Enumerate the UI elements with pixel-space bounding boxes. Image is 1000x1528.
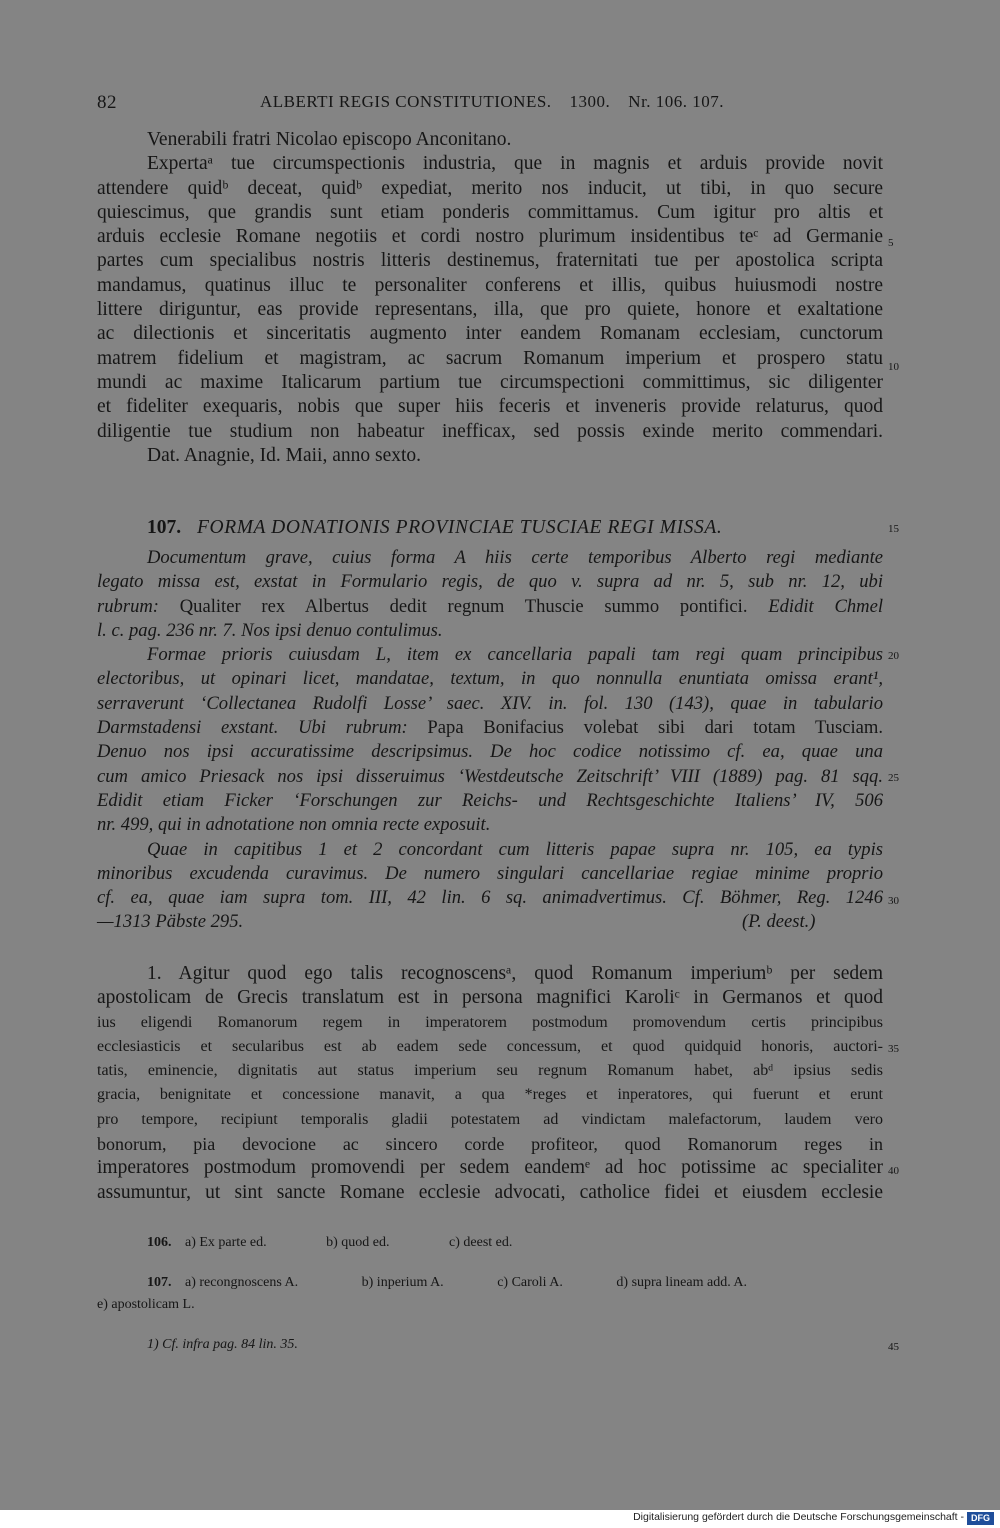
line-number: 35 (888, 1043, 899, 1055)
line-number: 5 (888, 237, 894, 249)
intro-line: nr. 499, qui in adnotatione non omnia recte exposuit. (97, 814, 491, 836)
footnote-item: b) inperium A. (361, 1275, 444, 1290)
footnote-line (97, 1294, 883, 1316)
doc106-line: attendere quidᵇ deceat, quidᵇ expediat, merito nos inducit, ut tibi, in quo secure (97, 177, 883, 199)
text-line: gracia, benignitate et concessione manavit, a qua *reges et inperatores, qui fuerunt et erunt (97, 1086, 883, 1104)
line-number: 20 (888, 650, 899, 662)
credit-text: Digitalisierung gefördert durch die Deutsche Forschungsgemeinschaft - (633, 1511, 964, 1523)
text-line: 1. Agitur quod ego talis recognoscensᵃ, quod Romanum imperiumᵇ per sedem (147, 963, 883, 984)
intro-line: l. c. pag. 236 nr. 7. Nos ipsi denuo contulimus. (97, 619, 443, 641)
intro-line-last (97, 910, 883, 934)
footnote-item: a) recongnoscens A. (185, 1275, 299, 1290)
intro-line-rubrum: Darmstadensi exstant. Ubi rubrum: Papa Bonifacius volebat sibi dari totam Tusciam. (97, 717, 883, 739)
rubrum-text: Papa Bonifacius volebat sibi dari totam Tusciam. (427, 717, 883, 739)
footnote-item: e) apostolicam L. (97, 1297, 195, 1312)
footnote-1 (97, 1334, 883, 1356)
doc106-line: ac dilectionis et sinceritatis augmento inter eandem Romanam ecclesiam, cunctorum (97, 323, 883, 345)
footnote-line: 1) Cf. infra pag. 84 lin. 35. (147, 1337, 298, 1352)
text-line: bonorum, pia devocione ac sincero corde profiteor, quod Romanorum reges in (97, 1134, 883, 1155)
footnote-item: a) Ex parte ed. (185, 1235, 267, 1250)
text-line: ecclesiasticis et secularibus est ab eadem sede concessum, et quod quidquid honoris, auctori- (97, 1037, 883, 1055)
intro-line: legato missa est, exstat in Formulario regis, de quo v. supra ad nr. 5, sub nr. 12, ubi (97, 571, 883, 593)
text-line: pro tempore, recipiunt temporalis gladii potestatem ad vindictam malefactorum, laudem vero (97, 1110, 883, 1128)
regest-note: (P. deest.) (742, 911, 816, 933)
footnote-line (97, 1232, 883, 1254)
line-number: 30 (888, 895, 899, 907)
footnote-item: c) Caroli A. (497, 1275, 563, 1290)
line-number: 40 (888, 1165, 899, 1177)
doc106-line: diligentie tue studium non habeatur inefficax, sed possis exinde merito commendari. (97, 420, 883, 442)
intro-line: cf. ea, quae iam supra tom. III, 42 lin. 6 sq. animadvertimus. Cf. Böhmer, Reg. 1246 (97, 887, 883, 909)
intro-line-rubrum: rubrum: Qualiter rex Albertus dedit regnum Thuscie summo pontifici. Edidit Chmel (97, 595, 883, 617)
doc107-title: FORMA DONATIONIS PROVINCIAE TUSCIAE REGI MISSA. (197, 517, 723, 538)
line-number: 25 (888, 772, 899, 784)
text-line: assumuntur, ut sint sancte Romane ecclesie advocati, catholice fidei et eiusdem ecclesie (97, 1181, 883, 1203)
rubrum-text: Qualiter rex Albertus dedit regnum Thuscie summo pontifici. (179, 595, 748, 617)
doc107-heading (97, 517, 883, 543)
footnote-item: c) deest ed. (449, 1235, 513, 1250)
doc106-line: Venerabili fratri Nicolao episcopo Anconitano. (147, 129, 512, 150)
footnote-label: 107. (147, 1275, 172, 1290)
intro-line: Formae prioris cuiusdam L, item ex cancellaria papali tam regi quam principibus (147, 644, 883, 666)
doc106-line: mundi ac maxime Italicarum partium tue circumspectioni committimus, sic diligenter (97, 371, 883, 393)
footnotes-107 (97, 1272, 883, 1316)
footnotes-106 (97, 1232, 883, 1254)
intro-line: minoribus excudenda curavimus. De numero singulari cancellariae regiae minime proprio (97, 862, 883, 884)
line-number: 45 (888, 1341, 899, 1353)
doc106-line: quiescimus, que grandis sunt etiam ponderis committamus. Cum igitur pro altis et (97, 201, 883, 223)
doc106-line: mandamus, quatinus illuc te personaliter conferens et illis, quibus huiusmodi nostre (97, 274, 883, 296)
intro-line: Denuo nos ipsi accuratissime descripsimus. De hoc codice notissimo cf. ea, quae una (97, 741, 883, 763)
doc106-line: arduis ecclesie Romane negotiis et cordi nostro plurimum insidentibus teᶜ ad Germanie (97, 226, 883, 248)
header-year: 1300. (569, 92, 611, 111)
header-title-text: ALBERTI REGIS CONSTITUTIONES. (259, 92, 552, 111)
footnote-label: 106. (147, 1235, 172, 1250)
footnote-item: b) quod ed. (326, 1235, 390, 1250)
intro-line: electoribus, ut opinari licet, mandatae, textum, in quo nonnulla enuntiata omissa erant¹, (97, 668, 883, 690)
digitization-credit-bar (0, 1510, 1000, 1528)
intro-line: Documentum grave, cuius forma A hiis certe temporibus Alberto regi mediante (147, 547, 883, 568)
header-title (97, 92, 887, 112)
text-line: tatis, eminencie, dignitatis aut status imperium seu regnum Romanum habet, abᵈ ipsius sedis (97, 1062, 883, 1080)
doc107-introduction (97, 546, 883, 935)
intro-line: cum amico Priesack nos ipsi disseruimus ‘Westdeutsche Zeitschrift’ VIII (1889) pag. 81 sqq. (97, 765, 883, 787)
text-line: apostolicam de Grecis translatum est in persona magnifici Karoliᶜ in Germanos et quod (97, 987, 883, 1009)
doc106-line: Expertaᵃ tue circumspectionis industria, que in magnis et arduis provide novit (147, 153, 883, 175)
doc106-line: littere diriguntur, eas provide representans, illa, que pro quiete, honore et exaltatione (97, 299, 883, 321)
line-number: 10 (888, 361, 899, 373)
doc106-line: matrem fidelium et magistram, ac sacrum Romanum imperium et prospero statu (97, 347, 883, 369)
doc106-line: partes cum specialibus nostris litteris destinemus, fraternitati tue per apostolica scripta (97, 250, 883, 272)
dfg-logo: DFG (967, 1512, 994, 1525)
intro-line: Edidit etiam Ficker ‘Forschungen zur Reichs- und Rechtsgeschichte Italiens’ IV, 506 (97, 789, 883, 811)
header-numbers: Nr. 106. 107. (628, 92, 725, 111)
footnote-item: d) supra lineam add. A. (616, 1275, 748, 1290)
text-line: imperatores postmodum promovendi per sedem eandemᵉ ad hoc potissime ac specialiter (97, 1157, 883, 1179)
doc107-number: 107. (147, 517, 182, 538)
line-number: 15 (888, 523, 899, 535)
running-header (97, 92, 887, 118)
page-number: 82 (97, 92, 117, 113)
intro-line: serraverunt ‘Collectanea Rudolfi Losse’ saec. XIV. in. fol. 130 (143), quae in tabulario (97, 692, 883, 714)
intro-line: Quae in capitibus 1 et 2 concordant cum litteris papae supra nr. 105, ea typis (147, 838, 883, 860)
doc107-text (97, 962, 883, 1205)
footnote-line (97, 1272, 883, 1294)
doc106-dating: Dat. Anagnie, Id. Maii, anno sexto. (147, 444, 422, 466)
doc106-line: et fideliter exequaris, nobis que super hiis feceris et inveneris provide relaturus, quod (97, 396, 883, 418)
doc106-text (97, 128, 883, 468)
intro-line-text: —1313 Päbste 295. (97, 911, 244, 933)
text-line: ius eligendi Romanorum regem in imperatorem postmodum promovendum certis principibus (97, 1013, 883, 1031)
